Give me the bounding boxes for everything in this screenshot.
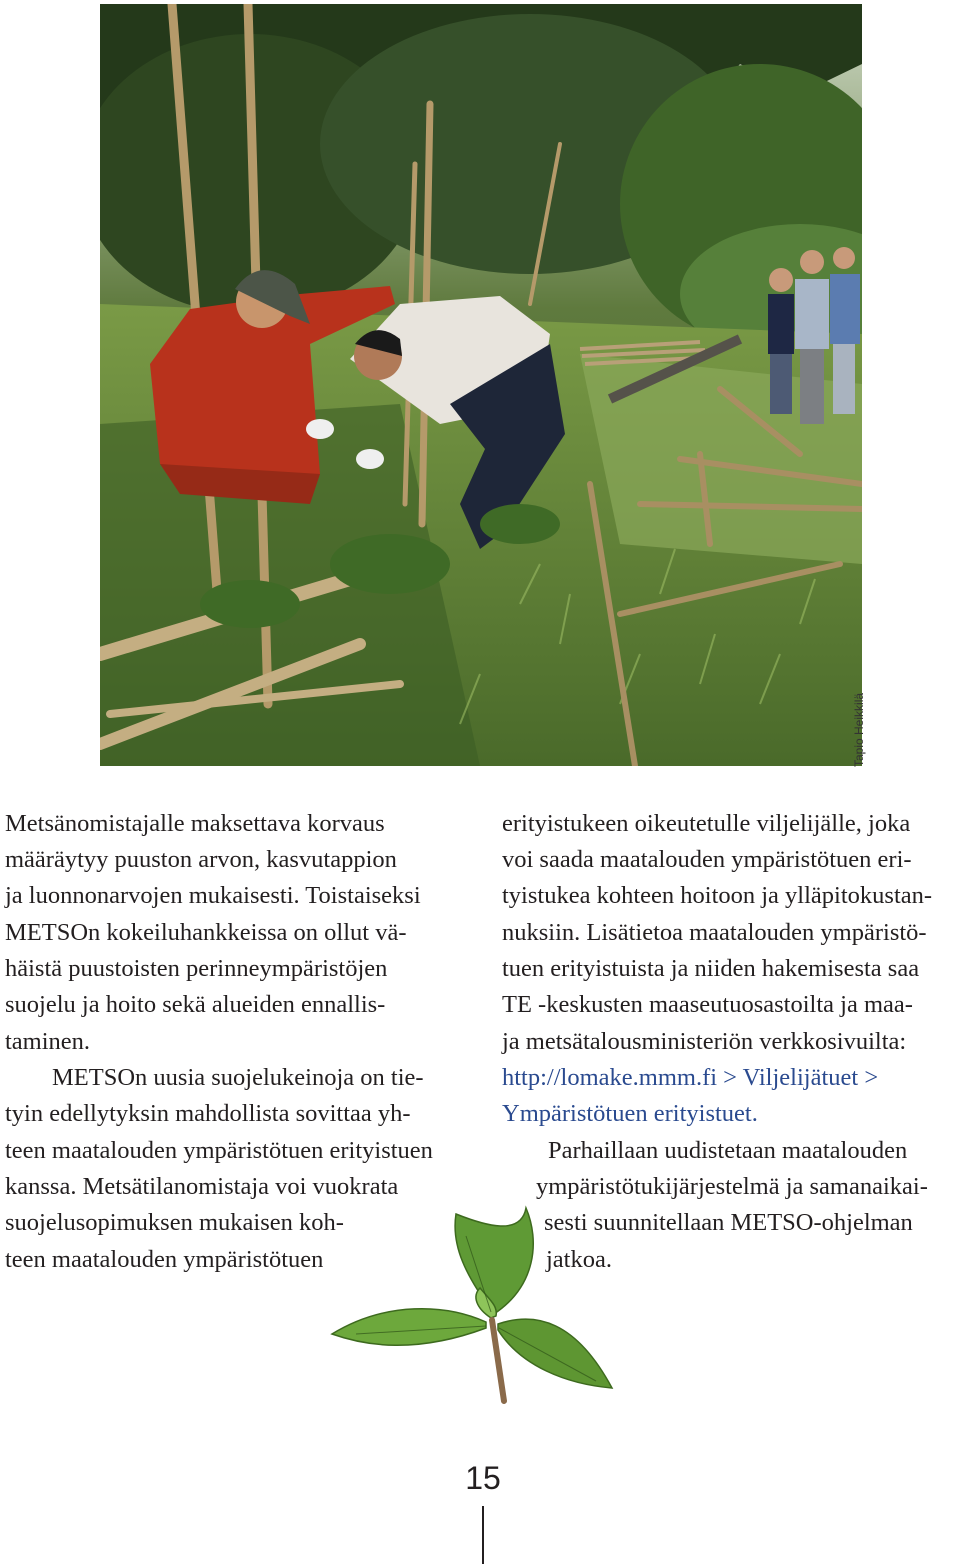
left-text-line: määräytyy puuston arvon, kasvutappion: [5, 846, 397, 873]
right-text-line: ympäristötukijärjestelmä ja samanaikai-: [536, 1173, 928, 1200]
left-text-line: suojelu ja hoito sekä alueiden ennallis-: [5, 991, 386, 1018]
left-text-line: kanssa. Metsätilanomistaja voi vuokrata: [5, 1173, 399, 1200]
left-text-line: METSOn kokeiluhankkeissa on ollut vä-: [5, 919, 407, 946]
web-link-section[interactable]: Ympäristötuen erityistuet.: [502, 1100, 758, 1127]
left-text-line: Metsänomistajalle maksettava korvaus: [5, 810, 385, 837]
footer-divider-line: [482, 1506, 484, 1564]
forest-fence-photo: [100, 4, 862, 766]
birch-leaf-icon: [326, 1196, 626, 1406]
photo-credit: Tapio Heikkilä: [852, 692, 866, 767]
left-text-line: taminen.: [5, 1028, 91, 1055]
left-text-line: suojelusopimuksen mukaisen koh-: [5, 1209, 344, 1236]
left-text-line: ja luonnonarvojen mukaisesti. Toistaiseksi: [5, 882, 421, 909]
right-text-line: tyistukea kohteen hoitoon ja ylläpitokustan-: [502, 882, 933, 909]
right-text-line: tuen erityistuista ja niiden hakemisesta saa: [502, 955, 920, 982]
right-text-line: ja metsätalousministeriön verkkosivuilta:: [502, 1028, 907, 1055]
left-text-line: teen maatalouden ympäristötuen: [5, 1246, 324, 1273]
page-number: 15: [465, 1460, 501, 1496]
left-text-line: häistä puustoisten perinneympäristöjen: [5, 955, 388, 982]
right-text-line: TE -keskusten maaseutuosastoilta ja maa-: [502, 991, 913, 1018]
web-link-path[interactable]: http://lomake.mmm.fi > Viljelijätuet >: [502, 1064, 879, 1091]
right-text-line: erityistukeen oikeutetulle viljelijälle, joka: [502, 810, 911, 837]
left-text-line: teen maatalouden ympäristötuen erityistuen: [5, 1137, 433, 1164]
right-text-line: sesti suunnitellaan METSO-ohjelman: [544, 1209, 913, 1236]
right-text-line: Parhaillaan uudistetaan maatalouden: [548, 1137, 908, 1164]
right-text-line: voi saada maatalouden ympäristötuen eri-: [502, 846, 912, 873]
left-text-line: tyin edellytyksin mahdollista sovittaa yh-: [5, 1100, 411, 1127]
right-text-line: nuksiin. Lisätietoa maatalouden ympäristö-: [502, 919, 927, 946]
right-text-line: jatkoa.: [546, 1246, 612, 1273]
left-text-line: METSOn uusia suojelukeinoja on tie-: [52, 1064, 424, 1091]
